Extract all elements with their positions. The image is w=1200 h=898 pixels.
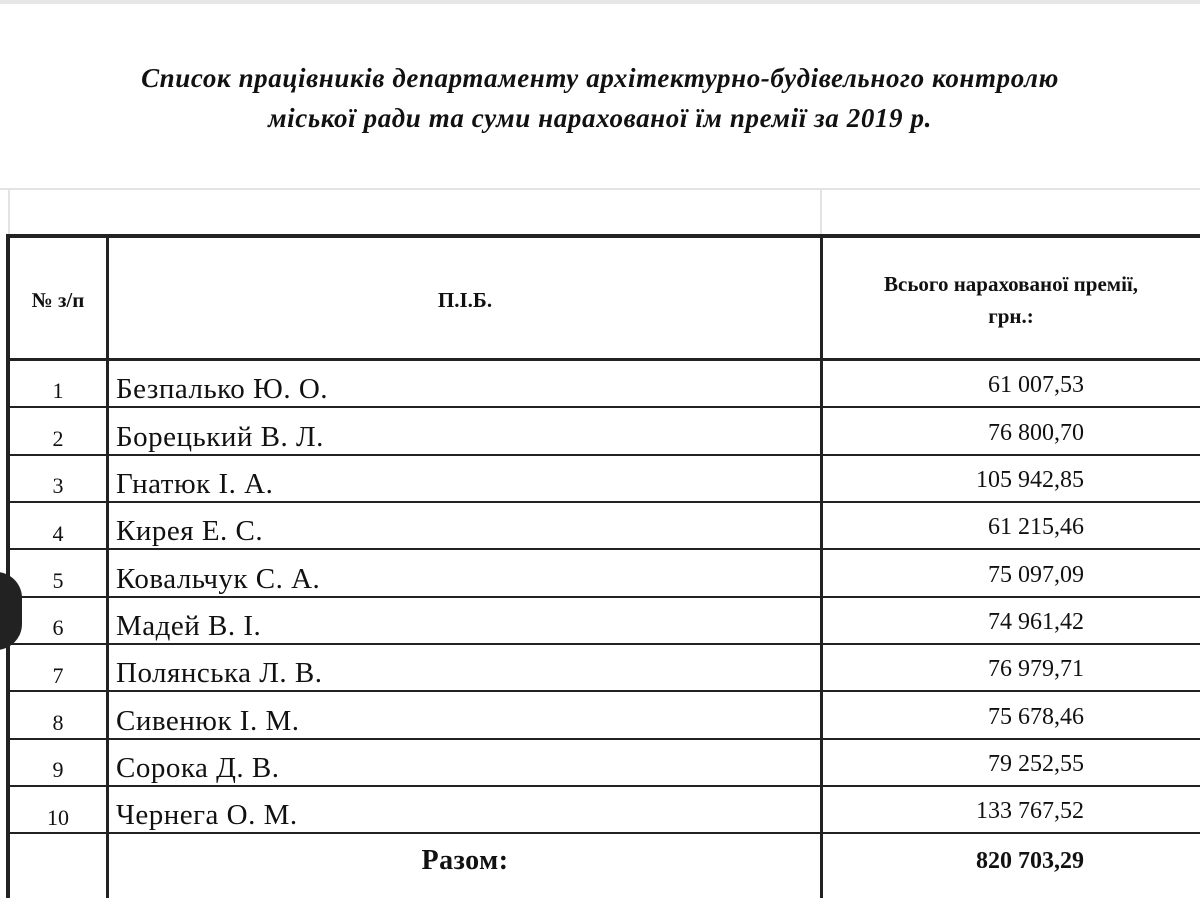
row-number: 10 [47,805,69,830]
sheet-gridline [0,188,1200,190]
row-number: 3 [52,473,64,498]
header-sum-line-1: Всього нарахованої премії, [884,272,1138,296]
row-number: 1 [52,378,64,403]
row-number: 5 [52,568,64,593]
row-name: Чернега О. М. [116,799,298,831]
header-number: № з/п [31,288,85,312]
row-sum: 74 961,42 [988,609,1084,635]
sheet-gridline [8,188,10,236]
row-name: Мадей В. І. [116,610,262,642]
row-name: Полянська Л. В. [116,657,323,689]
row-name: Кирея Е. С. [116,515,264,547]
row-name: Гнатюк І. А. [116,468,274,500]
sheet-gridline [820,188,822,236]
row-name: Сорока Д. В. [116,752,280,784]
row-name: Борецький В. Л. [116,421,324,453]
header-sum [822,268,1200,332]
top-border [0,0,1200,4]
row-number: 2 [52,426,64,451]
row-name: Ковальчук С. А. [116,563,321,595]
row-number: 6 [52,615,64,640]
title-line-2: міської ради та суми нарахованої їм премії за 2019 р. [268,103,932,133]
row-sum: 75 097,09 [988,562,1084,588]
row-number: 9 [52,757,64,782]
total-sum: 820 703,29 [976,848,1084,874]
row-sum: 75 678,46 [988,704,1084,730]
title-line-1: Список працівників департаменту архітектурно-будівельного контролю [141,63,1059,93]
total-label: Разом: [421,845,509,876]
row-name: Сивенюк І. М. [116,705,300,737]
row-name: Безпалько Ю. О. [116,373,329,405]
row-sum: 105 942,85 [976,467,1084,493]
row-number: 8 [52,710,64,735]
row-number: 7 [52,663,64,688]
row-sum: 133 767,52 [976,798,1084,824]
row-sum: 76 800,70 [988,420,1084,446]
row-sum: 76 979,71 [988,656,1084,682]
row-sum: 79 252,55 [988,751,1084,777]
document-title [0,58,1200,138]
row-number: 4 [52,521,64,546]
row-sum: 61 007,53 [988,372,1084,398]
header-name: П.І.Б. [437,288,493,312]
row-sum: 61 215,46 [988,514,1084,540]
header-sum-line-2: грн.: [988,304,1034,328]
